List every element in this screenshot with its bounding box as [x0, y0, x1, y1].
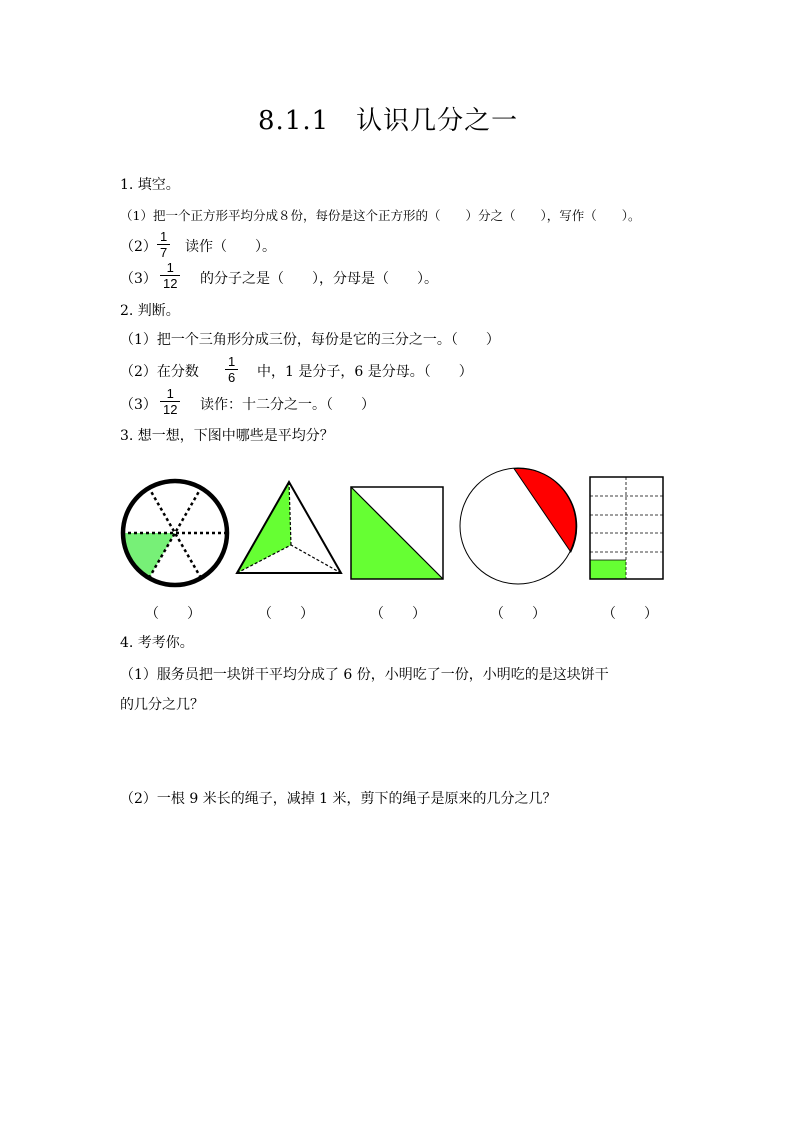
q2-item3-prefix: （3）	[120, 397, 157, 413]
square-two-parts	[351, 487, 443, 579]
q1-item2-prefix: （2）	[120, 239, 157, 255]
q2-item3-suffix: 读作：十二分之一。（ ）	[200, 397, 375, 413]
fraction-numerator: 1	[166, 386, 174, 401]
fraction-numerator: 1	[160, 229, 168, 244]
fraction-numerator: 1	[228, 354, 236, 369]
q1-item3-prefix: （3）	[120, 271, 157, 287]
q4-heading: 4. 考考你。	[120, 635, 194, 651]
fraction-numerator: 1	[166, 260, 174, 275]
grid-shaded-cell	[590, 560, 626, 579]
page-title: 8.1.1 认识几分之一	[258, 106, 519, 136]
fraction-denominator: 12	[163, 276, 178, 291]
q1-heading: 1. 填空。	[120, 177, 180, 193]
shapes-figure	[0, 460, 793, 590]
circle-red-segment	[460, 468, 577, 584]
answer-blank-2[interactable]: （ ）	[258, 606, 314, 622]
circle-six-parts	[122, 481, 228, 585]
q2-heading: 2. 判断。	[120, 303, 180, 319]
q2-item2-fraction	[225, 354, 238, 385]
q2-item2-suffix: 中，1 是分子，6 是分母。（ ）	[257, 364, 473, 380]
circle-red-part	[514, 468, 577, 552]
fraction-denominator: 12	[163, 402, 178, 417]
q4-item1-line1: （1）服务员把一块饼干平均分成了 6 份，小明吃了一份，小明吃的是这块饼干	[120, 667, 609, 683]
q1-item1: （1）把一个正方形平均分成８份，每份是这个正方形的（ ）分之（ ），写作（ ）。	[120, 208, 641, 223]
rectangle-grid	[590, 477, 663, 579]
answer-blank-5[interactable]: （ ）	[602, 606, 658, 622]
q3-heading: 3. 想一想，下图中哪些是平均分？	[120, 428, 334, 444]
q2-item2-prefix: （2）在分数	[120, 364, 199, 380]
answer-blank-3[interactable]: （ ）	[370, 606, 426, 622]
fraction-denominator: 7	[160, 245, 168, 260]
q4-item2: （2）一根 9 米长的绳子，减掉 1 米，剪下的绳子是原来的几分之几？	[120, 791, 557, 807]
answer-blank-4[interactable]: （ ）	[490, 606, 546, 622]
q2-item1: （1）把一个三角形分成三份，每份是它的三分之一。（ ）	[120, 332, 500, 348]
q4-item1-line2: 的几分之几？	[120, 697, 204, 713]
answer-blank-1[interactable]: （ ）	[145, 606, 201, 622]
q1-item3-fraction	[160, 260, 180, 291]
fraction-denominator: 6	[228, 370, 236, 385]
q1-item2-fraction	[157, 229, 170, 260]
triangle-three-parts	[237, 482, 341, 573]
q2-item3-fraction	[160, 386, 180, 417]
q1-item2-suffix: 读作（ ）。	[185, 239, 276, 255]
q1-item3-suffix: 的分子之是（ ），分母是（ ）。	[200, 271, 438, 287]
